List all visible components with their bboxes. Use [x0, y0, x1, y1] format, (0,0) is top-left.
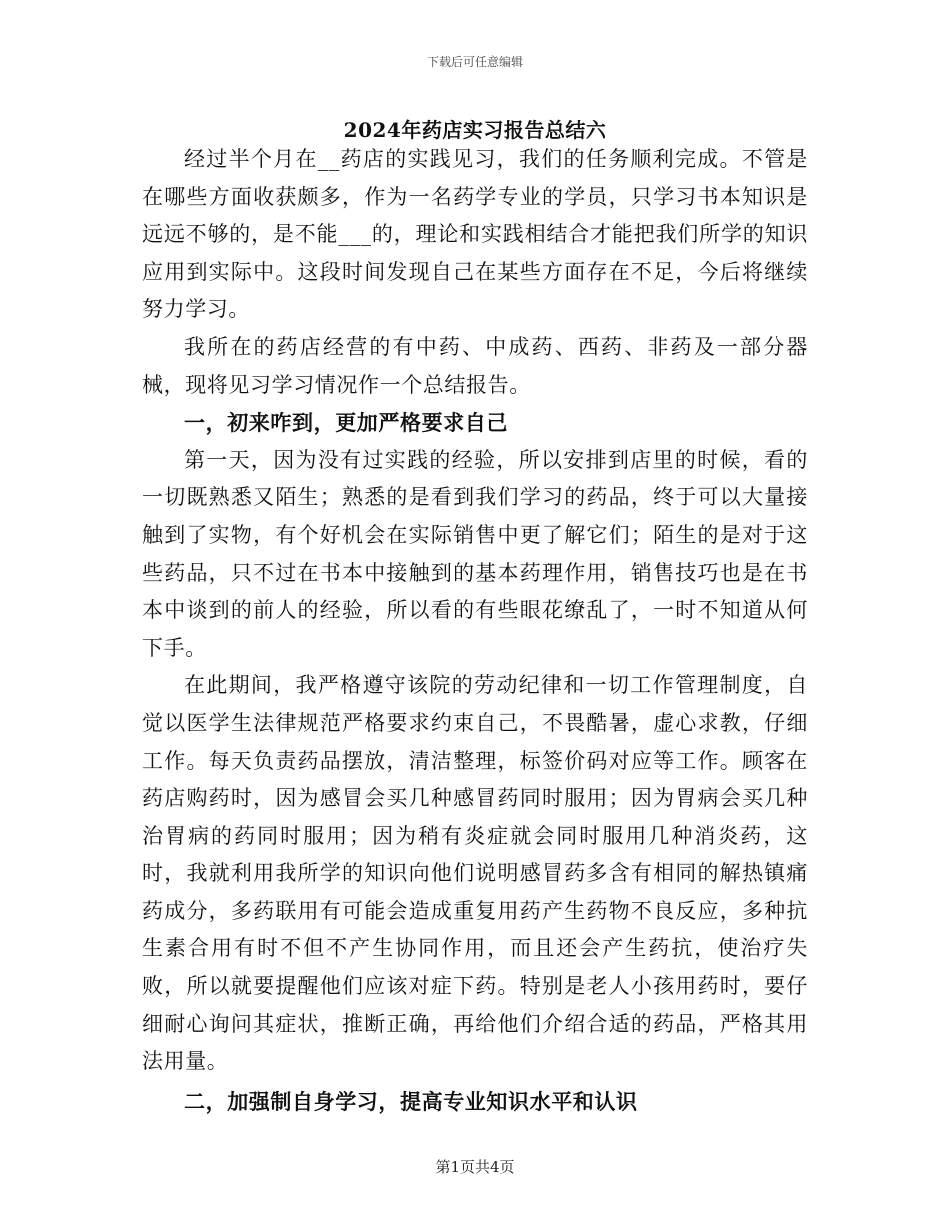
- document-body: [142, 141, 808, 1120]
- document-title: 2024年药店实习报告总结六: [343, 118, 607, 142]
- section-heading-2: 二，加强制自身学习，提高专业知识水平和认识: [184, 1088, 638, 1114]
- section1-paragraph-2: 在此期间，我严格遵守该院的劳动纪律和一切工作管理制度，自觉以医学生法律规范严格要求约束自己，不畏酷暑，虚心求教，仔细工作。每天负责药品摆放，清洁整理，标签价码对应等工作。顾客在药店购药时，因为感冒会买几种感冒药同时服用；因为胃病会买几种治胃病的药同时服用；因为稍有炎症就会同时服用几种消炎药，这时，我就利用我所学的知识向他们说明感冒药多含有相同的解热镇痛药成分，多药联用有可能会造成重复用药产生药物不良反应，多种抗生素合用有时不但不产生协同作用，而且还会产生药抗，使治疗失败，所以就要提醒他们应该对症下药。特别是老人小孩用药时，要仔细耐心询问其症状，推断正确，再给他们介绍合适的药品，严格其用法用量。: [142, 673, 808, 1074]
- page-header-note: 下载后可任意编辑: [426, 55, 523, 69]
- section1-paragraph-1: 第一天，因为没有过实践的经验，所以安排到店里的时候，看的一切既熟悉又陌生；熟悉的是看到我们学习的药品，终于可以大量接触到了实物，有个好机会在实际销售中更了解它们；陌生的是对于这些药品，只不过在书本中接触到的基本药理作用，销售技巧也是在书本中谈到的前人的经验，所以看的有些眼花缭乱了，一时不知道从何下手。: [142, 447, 808, 660]
- section-heading-1: 一，初来咋到，更加严格要求自己: [184, 410, 508, 436]
- page-number-footer: 第1页共4页: [435, 1158, 515, 1176]
- intro-paragraph-2: 我所在的药店经营的有中药、中成药、西药、非药及一部分器械，现将见习学习情况作一个总结报告。: [142, 334, 808, 397]
- intro-paragraph-1: 经过半个月在__药店的实践见习，我们的任务顺利完成。不管是在哪些方面收获颇多，作为一名药学专业的学员，只学习书本知识是远远不够的，是不能___的，理论和实践相结合才能把我们所学的知识应用到实际中。这段时间发现自己在某些方面存在不足，今后将继续努力学习。: [142, 147, 808, 322]
